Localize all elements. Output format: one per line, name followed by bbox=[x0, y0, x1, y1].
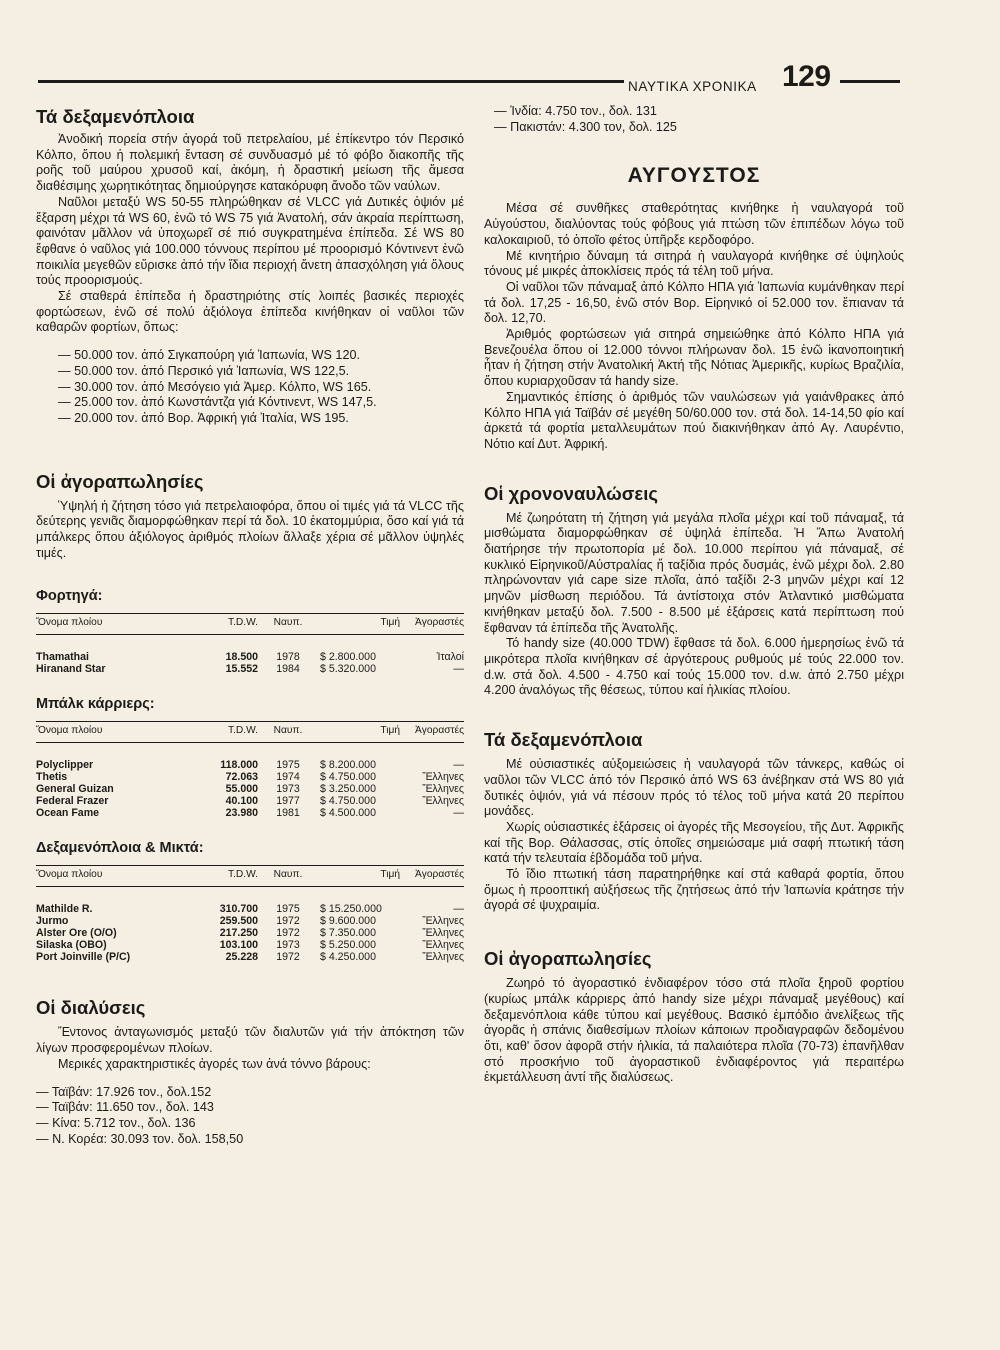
ship-year: 1975 bbox=[276, 903, 300, 916]
tankers2-paragraph-2: Χωρίς οὐσιαστικές ἐξάρσεις οἱ ἀγορές τῆς Μεσογείου, τῆς Δυτ. Ἀφρικῆς καί τῆς Βορ. Θάλασσας, στίς ὁποῖες σημειώσαμε μιά σαφή πτωτική τάση κατά τήν τελευταία ἑβδομάδα τοῦ μήνα. bbox=[484, 819, 904, 866]
ship-dwt: 55.000 bbox=[225, 783, 258, 796]
section-title-timecharters: Οἱ χρονοναυλώσεις bbox=[484, 482, 658, 504]
ship-dwt: 72.063 bbox=[225, 771, 258, 784]
list-item: — 20.000 τον. ἀπό Βορ. Ἀφρική γιά Ἰταλία, WS 195. bbox=[58, 410, 349, 425]
ship-price: $ 2.800.000 bbox=[320, 651, 376, 664]
demolitions-list-continued bbox=[484, 104, 904, 135]
timecharters-paragraph-2: Τό handy size (40.000 TDW) ἔφθασε τά δολ. 6.000 ἡμερησίως ἐνῶ τά μικρότερα πλοῖα κινήθηκαν σέ ἀργότερους ρυθμούς μέ τούς 22.000 τον. d.w. στά δολ. 4.500 - 4.750 καί τούς 15.000 τον. d.w. ἀπό 2.750 μέχρι 4.200 ἀναλόγως τῆς θέσεως, τύπου καί ἡλικίας πλοίου. bbox=[484, 636, 904, 698]
ship-price: $ 4.250.000 bbox=[320, 951, 376, 964]
section-tankers-2 bbox=[484, 729, 904, 914]
august-paragraph-2: Μέ κινητήριο δύναμη τά σιτηρά ἡ ναυλαγορά κινήθηκε σέ ὑψηλούς τόνους μέ μικρές ἀποκλίσεις πρός τά τέλη τοῦ μήνα. bbox=[484, 248, 904, 279]
table-row bbox=[36, 795, 464, 807]
ship-buyer: — bbox=[453, 759, 464, 772]
bulk-carriers-table-section bbox=[36, 695, 464, 819]
page-number: 129 bbox=[782, 60, 831, 93]
ship-buyer: Ἕλληνες bbox=[422, 771, 464, 784]
table-row bbox=[36, 771, 464, 783]
table-row bbox=[36, 951, 464, 963]
ship-name: Polyclipper bbox=[36, 759, 94, 772]
august-paragraph-4: Ἀριθμός φορτώσεων γιά σιτηρά σημειώθηκε ἀπό Κόλπο ΗΠΑ γιά Βενεζουέλα ὅπου οἱ 12.000 τόννοι πλήρωναν δολ. 15 ἐνῶ ἱκανοποιητική ἦταν ἡ ζήτηση στήν Ἀνατολική Ἀκτή τῆς Νότιας Ἀμερικῆς, κυρίως Βραζιλία, ὅπου κυριαρχοῦσαν τά handy size. bbox=[484, 327, 904, 389]
bulk-carriers-table bbox=[36, 721, 464, 819]
col-header-price: Τιμή bbox=[318, 722, 400, 743]
section-title-august: ΑΥΓΟΥΣΤΟΣ bbox=[627, 164, 761, 188]
ship-price: $ 4.500.000 bbox=[320, 807, 376, 820]
ship-name: Hiranand Star bbox=[36, 663, 106, 676]
ship-buyer: — bbox=[453, 807, 464, 820]
list-item: — 30.000 τον. ἀπό Μεσόγειο γιά Ἀμερ. Κόλπο, WS 165. bbox=[58, 379, 372, 394]
cargo-table-title: Φορτηγά: bbox=[36, 588, 103, 605]
sales2-paragraph-1: Ζωηρό τό ἀγοραστικό ἐνδιαφέρον τόσο στά πλοῖα ξηροῦ φορτίου (κυρίως μπάλκ κάρριερς ἀπό handy size μέχρι πάναμαξ μεγέθους) καί δεξαμενόπλοια κάθε τύπου καί μεγέθους. Βασικό ἐμπόδιο ἀνελίξεως τῆς ἀγορᾶς ἡ σπάνις διαθεσίμων πλοίων κάποιων προδιαγραφῶν δεδομένου ὅτι, καθ' ὅσον ἀφορᾶ στήν ἡλικία, τά παλαιότερα πλοῖα (70-73) ἐπανῆλθαν στό προσκήνιο τοῦ ἀγοραστικοῦ ἐνδιαφέροντος γιά περαιτέρω ἐκμετάλλευση ἀντί τῆς διαλύσεως. bbox=[484, 976, 904, 1085]
list-item: — Ἰνδία: 4.750 τον., δολ. 131 bbox=[494, 104, 657, 118]
ship-name: Silaska (OBO) bbox=[36, 939, 107, 952]
left-column bbox=[36, 100, 464, 1147]
ship-year: 1975 bbox=[276, 759, 300, 772]
section-demolitions bbox=[36, 997, 464, 1147]
section-title-tankers-2: Τά δεξαμενόπλοια bbox=[484, 729, 643, 751]
tankers2-paragraph-1: Μέ οὐσιαστικές αὐξομειώσεις ἡ ναυλαγορά τῶν τάνκερς, καθώς οἱ ναῦλοι τῶν VLCC ἀπό τόν Περσικό ἀπό WS 63 ἀνέβηκαν στά WS 80 γιά δυτικές ὀψιόν, γιά νά πέσουν πρός τό τέλος τοῦ μήνα κατά 20 περίπου μονάδες. bbox=[484, 757, 904, 819]
section-sales bbox=[36, 471, 464, 562]
col-header-year: Ναυπ. bbox=[258, 866, 318, 887]
tankers-paragraph-3: Σέ σταθερά ἐπίπεδα ἡ δραστηριότης στίς λοιπές βασικές περιοχές φορτώσεων, ἐνῶ σέ πολύ ἀξιόλογα ἐπίπεδα κινήθηκαν οἱ ναῦλοι τῶν καθαρῶν φορτίων, ὅπως: bbox=[36, 289, 464, 335]
ship-buyer: Ἕλληνες bbox=[422, 915, 464, 928]
ship-dwt: 259.500 bbox=[219, 915, 258, 928]
table-row bbox=[36, 663, 464, 675]
ship-name: Ocean Fame bbox=[36, 807, 100, 820]
list-item: — 50.000 τον. ἀπό Περσικό γιά Ἰαπωνία, WS 122,5. bbox=[58, 363, 350, 378]
list-item: — Κίνα: 5.712 τον., δολ. 136 bbox=[36, 1115, 196, 1130]
col-header-name: Ὄνομα πλοίου bbox=[36, 866, 186, 887]
ship-dwt: 25.228 bbox=[225, 951, 258, 964]
section-august bbox=[484, 165, 904, 452]
tankers2-paragraph-3: Τό ἴδιο πτωτική τάση παρατηρήθηκε καί στά καθαρά φορτία, ὅπου ὅμως ἡ προοπτική αὐξήσεως τῆς ζητήσεως ἀπό τήν Ἰαπωνία κράτησε τήν ἀγορά σέ ψυχραιμία. bbox=[484, 867, 904, 913]
ship-name: General Guizan bbox=[36, 783, 114, 796]
col-header-year: Ναυπ. bbox=[258, 722, 318, 743]
ship-year: 1973 bbox=[276, 783, 300, 796]
ship-year: 1973 bbox=[276, 939, 300, 952]
right-column bbox=[484, 104, 904, 1086]
ship-year: 1978 bbox=[276, 651, 300, 664]
table-row bbox=[36, 927, 464, 939]
ship-dwt: 217.250 bbox=[219, 927, 258, 940]
ship-dwt: 103.100 bbox=[219, 939, 258, 952]
ship-dwt: 18.500 bbox=[225, 651, 258, 664]
august-paragraph-3: Οἱ ναῦλοι τῶν πάναμαξ ἀπό Κόλπο ΗΠΑ γιά Ἰαπωνία κυμάνθηκαν περί τά δολ. 17,25 - 16,50, ἐνῶ στόν Βορ. Εἰρηνικό οἱ 52.000 τον. ἔπιαναν τά δολ. 12,70. bbox=[484, 279, 904, 326]
ship-year: 1977 bbox=[276, 795, 300, 808]
tankers-mixed-table-title: Δεξαμενόπλοια & Μικτά: bbox=[36, 840, 204, 857]
ship-dwt: 23.980 bbox=[225, 807, 258, 820]
header-rule-right bbox=[840, 80, 900, 83]
col-header-dwt: T.D.W. bbox=[186, 614, 258, 635]
section-title-sales: Οἱ ἀγοραπωλησίες bbox=[36, 470, 204, 492]
ship-year: 1974 bbox=[276, 771, 300, 784]
ship-price: $ 4.750.000 bbox=[320, 795, 376, 808]
cargo-ships-table bbox=[36, 613, 464, 675]
ship-name: Thamathai bbox=[36, 651, 89, 664]
col-header-name: Ὄνομα πλοίου bbox=[36, 614, 186, 635]
bulk-table-title: Μπάλκ κάρριερς: bbox=[36, 696, 155, 713]
ship-price: $ 7.350.000 bbox=[320, 927, 376, 940]
list-item: — Ν. Κορέα: 30.093 τον. δολ. 158,50 bbox=[36, 1131, 244, 1146]
col-header-buyers: Ἀγοραστές bbox=[400, 722, 464, 743]
ship-buyer: — bbox=[453, 903, 464, 916]
ship-year: 1972 bbox=[276, 915, 300, 928]
section-timecharters bbox=[484, 483, 904, 699]
col-header-price: Τιμή bbox=[318, 866, 400, 887]
ship-buyer: Ἰταλοί bbox=[436, 651, 464, 664]
ship-name: Mathilde R. bbox=[36, 903, 93, 916]
demolitions-list bbox=[36, 1085, 464, 1148]
table-row bbox=[36, 807, 464, 819]
ship-year: 1972 bbox=[276, 951, 300, 964]
ship-dwt: 118.000 bbox=[220, 759, 258, 772]
demolitions-paragraph-1: Ἔντονος ἀνταγωνισμός μεταξύ τῶν διαλυτῶν γιά τήν ἀπόκτηση τῶν λίγων προσφερομένων πλοίων. bbox=[36, 1025, 464, 1056]
ship-dwt: 40.100 bbox=[225, 795, 258, 808]
ship-price: $ 9.600.000 bbox=[320, 915, 376, 928]
ship-name: Jurmo bbox=[36, 915, 69, 928]
table-row bbox=[36, 759, 464, 771]
list-item: — 25.000 τον. ἀπό Κωνστάντζα γιά Κόντινεντ, WS 147,5. bbox=[58, 395, 377, 410]
ship-dwt: 310.700 bbox=[219, 903, 258, 916]
ship-price: $ 5.250.000 bbox=[320, 939, 376, 952]
ship-year: 1972 bbox=[276, 927, 300, 940]
ship-price: $ 5.320.000 bbox=[320, 663, 376, 676]
col-header-name: Ὄνομα πλοίου bbox=[36, 722, 186, 743]
ship-price: $ 4.750.000 bbox=[320, 771, 376, 784]
tankers-paragraph-1: Ἀνοδική πορεία στήν ἀγορά τοῦ πετρελαίου, μέ ἐπίκεντρο τόν Περσικό Κόλπο, ὅπου ἡ πολεμική ἔνταση σέ συνδυασμό μέ τό φόβο διακοπῆς τῆς ροῆς τοῦ μαύρου χρυσοῦ καί, ἀκόμη, ἡ δραστική μείωση τῆς ἄμεσα διαθέσιμης χωρητικότητας δημιούργησε κατακόρυφη ἄνοδο τῶν ναύλων. bbox=[36, 132, 464, 194]
list-item: — 50.000 τον. ἀπό Σιγκαπούρη γιά Ἰαπωνία, WS 120. bbox=[58, 348, 360, 363]
list-item: — Πακιστάν: 4.300 τον, δολ. 125 bbox=[494, 119, 677, 134]
col-header-buyers: Ἀγοραστές bbox=[400, 614, 464, 635]
ship-buyer: — bbox=[453, 663, 464, 676]
sales-paragraph-1: Ὑψηλή ἡ ζήτηση τόσο γιά πετρελαιοφόρα, ὅπου οἱ τιμές γιά τά VLCC τῆς δεύτερης γενιᾶς διαμορφώθηκαν περί τά δολ. 10 ἑκατομμύρια, ὅσο καί γιά τά μπάλκερς ὅπου ἀξιόλογος ἀριθμός πλοίων ἄλλαξε χέρια σέ μᾶλλον ὑψηλές τιμές. bbox=[36, 498, 464, 560]
ship-year: 1984 bbox=[276, 663, 300, 676]
section-title-tankers: Τά δεξαμενόπλοια bbox=[36, 106, 195, 127]
col-header-dwt: T.D.W. bbox=[186, 866, 258, 887]
section-tankers bbox=[36, 106, 464, 427]
list-item: — Ταϊβάν: 17.926 τον., δολ.152 bbox=[36, 1084, 212, 1099]
ship-name: Federal Frazer bbox=[36, 795, 109, 808]
ship-name: Alster Ore (O/O) bbox=[36, 927, 117, 940]
ship-buyer: Ἕλληνες bbox=[422, 939, 464, 952]
list-item: — Ταϊβάν: 11.650 τον., δολ. 143 bbox=[36, 1100, 214, 1115]
section-title-sales-2: Οἱ ἀγοραπωλησίες bbox=[484, 948, 652, 970]
timecharters-paragraph-1: Μέ ζωηρότατη τή ζήτηση γιά μεγάλα πλοῖα μέχρι καί τοῦ πάναμαξ, τά μισθώματα διαμορφώθηκαν σέ ὑψηλά ἐπίπεδα. Ἡ Ἄπω Ἀνατολή διατήρησε τήν πρωτοπορία μέ δολ. 10.000 περίπου γιά πάναμαξ, σέ κυκλικό Εἰρηνικοῦ/Αὐστραλίας ἤ ταξίδια πρός δυσμάς, ἐνῶ μέχρι δολ. 2.80 πληρώνονταν γιά cape size πλοῖα, ἀπό ταξίδι 2-3 μηνῶν μέχρι καί 12 μηνῶν μίσθωση περιόδου. Τά ἀντίστοιχα στόν Ἀτλαντικό μισθώματα κινήθηκαν μεταξύ δολ. 7.500 - 8.500 μέ ἐξάρσεις κατά περίπτωση πού ἔφθαναν τά ἐπίπεδα τῆς Ἀνατολῆς. bbox=[484, 510, 904, 635]
tankers-mixed-table-section bbox=[36, 839, 464, 963]
ship-name: Port Joinville (P/C) bbox=[36, 951, 131, 964]
cargo-ships-table-section bbox=[36, 587, 464, 675]
table-row bbox=[36, 783, 464, 795]
col-header-price: Τιμή bbox=[318, 614, 400, 635]
table-row bbox=[36, 903, 464, 915]
ship-buyer: Ἕλληνες bbox=[422, 783, 464, 796]
ship-name: Thetis bbox=[36, 771, 68, 784]
ship-dwt: 15.552 bbox=[225, 663, 258, 676]
col-header-year: Ναυπ. bbox=[258, 614, 318, 635]
col-header-dwt: T.D.W. bbox=[186, 722, 258, 743]
table-row bbox=[36, 915, 464, 927]
tankers-paragraph-2: Ναῦλοι μεταξύ WS 50-55 πληρώθηκαν σέ VLCC γιά Δυτικές ὀψιόν μέ ἔξαρση μέχρι τά WS 60, ἐνῶ τό WS 75 γιά Ἀνατολή, σάν ἀκραία περίπτωση, φαινόταν μᾶλλον νά ὑποχωρεῖ σέ πιό συγκρατημένα ἐπίπεδα. Σέ WS 80 ἔφθανε ὁ ναῦλος γιά 100.000 τόννους περίπου μέ προορισμό Κόντινεντ ἐνῶ ποικιλία μεγεθῶν εὕρισκε ἀπό τήν ἴδια περιοχή ἄνετη ἀπασχόληση γιά ὅλους τούς προορισμούς. bbox=[36, 194, 464, 288]
table-row bbox=[36, 651, 464, 663]
ship-buyer: Ἕλληνες bbox=[422, 795, 464, 808]
ship-price: $ 8.200.000 bbox=[320, 759, 376, 772]
ship-buyer: Ἕλληνες bbox=[422, 951, 464, 964]
ship-year: 1981 bbox=[276, 807, 300, 820]
demolitions-paragraph-2: Μερικές χαρακτηριστικές ἀγορές των ἀνά τόννο βάρους: bbox=[58, 1056, 371, 1071]
tankers-mixed-table bbox=[36, 865, 464, 963]
august-paragraph-1: Μέσα σέ συνθῆκες σταθερότητας κινήθηκε ἡ ναυλαγορά τοῦ Αὐγούστου, διαλύοντας τούς φόβους γιά πτώση τῶν ἐπιπέδων λόγω τοῦ καλοκαιριοῦ, τό ὁποῖο φέτος ὑπῆρξε κερδοφόρο. bbox=[484, 201, 904, 247]
ship-price: $ 3.250.000 bbox=[320, 783, 376, 796]
section-sales-2 bbox=[484, 948, 904, 1086]
table-row bbox=[36, 939, 464, 951]
section-title-demolitions: Οἱ διαλύσεις bbox=[36, 997, 146, 1019]
journal-name: ΝΑΥΤΙΚΑ ΧΡΟΝΙΚΑ bbox=[628, 79, 757, 94]
ship-price: $ 15.250.000 bbox=[320, 903, 382, 916]
august-paragraph-5: Σημαντικός ἐπίσης ὁ ἀριθμός τῶν ναυλώσεων γιά γαιάνθρακες ἀπό Κόλπο ΗΠΑ γιά Ταϊβάν σέ μεγέθη 50/60.000 τον. στά δολ. 14-14,50 φίο καί ἀρκετά τά φορτία μεταλλευμάτων πού διακινήθηκαν ἀπό Αγ. Λαυρέντιο, Νότιο καί Δυτ. Ἀφρική. bbox=[484, 389, 904, 451]
ship-buyer: Ἕλληνες bbox=[422, 927, 464, 940]
col-header-buyers: Ἀγοραστές bbox=[400, 866, 464, 887]
header-rule-left bbox=[38, 80, 624, 83]
tankers-rates-list bbox=[36, 348, 464, 427]
